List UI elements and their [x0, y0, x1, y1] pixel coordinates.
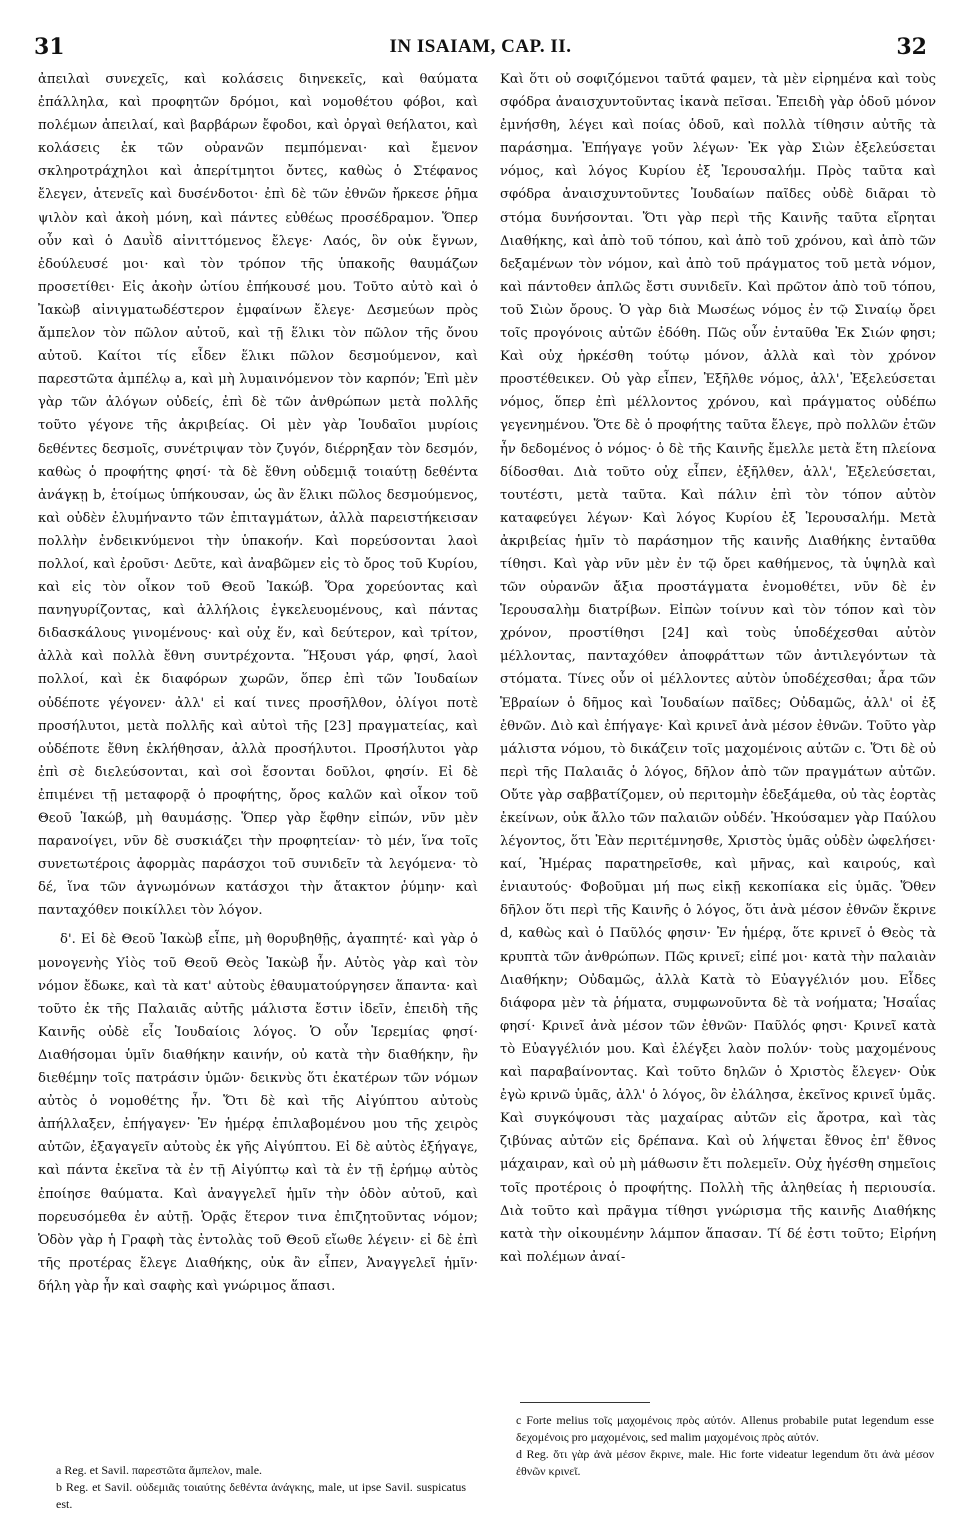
right-paragraph-1: Καὶ ὅτι οὐ σοφιζόμενοι ταῦτά φαμεν, τὰ μὲν εἰρημένα καὶ τοὺς σφόδρα ἀναισχυντοῦντας ἱκανὰ πεῖσαι. Ἐπειδὴ γὰρ ὁδοῦ μόνον ἐμνήσθη, λέγει καὶ ποίας ὁδοῦ, καὶ πολλὰ τίθησιν αὐτῆς τὰ παράσημα. Ἐπήγαγε γοῦν λέγων· Ἐκ γὰρ Σιὼν ἐξελεύσεται νόμος, καὶ λόγος Κυρίου ἐξ Ἱερουσαλήμ. Πρὸς ταῦτα καὶ σφόδρα ἀναισχυντοῦντες Ἰουδαίων παῖδες οὐδὲ διᾶραι τὸ στόμα δυνήσονται. Ὅτι γὰρ περὶ τῆς Καινῆς ταῦτα εἴρηται Διαθήκης, καὶ ἀπὸ τοῦ τόπου, καὶ ἀπὸ τοῦ χρόνου, καὶ ἀπὸ τῶν δεξαμένων τὸν νόμον, καὶ ἀπὸ τοῦ πράγματος τοῦ μετὰ νόμον, καὶ πάντοθεν ἁπλῶς ἔστι συνιδεῖν. Καὶ πρῶτον ἀπὸ τοῦ τόπου, τοῦ Σιὼν ὄρους. Ὁ γὰρ διὰ Μωσέως νόμος ἐν τῷ Σιναίῳ ὄρει τοῖς προγόνοις αὐτῶν ἐδόθη. Πῶς οὖν ἐνταῦθα Ἐκ Σιών φησι; Καὶ οὐχ ἠρκέσθη τούτῳ μόνον, ἀλλὰ καὶ τὸν χρόνον προστέθεικεν. Οὐ γὰρ εἶπεν, Ἐξῆλθε νόμος, ἀλλ', Ἐξελεύσεται νόμος, ὅπερ ἐπὶ μέλλοντος χρόνου, καὶ πράγματος οὐδέπω γεγενημένου. Ὅτε δὲ ὁ προφήτης ταῦτα ἔλεγε, πρὸ πολλῶν ἐτῶν ἦν δεδομένος ὁ νόμος· ὁ δὲ τῆς Καινῆς ἔμελλε μετὰ ἔτη πλείονα δίδοσθαι. Διὰ τοῦτο οὐχ εἶπεν, ἐξῆλθεν, ἀλλ', Ἐξελεύσεται, τουτέστι, μετὰ ταῦτα. Καὶ πάλιν ἐπὶ τὸν τόπον αὐτὸν καταφεύγει λέγων· Καὶ λόγος Κυρίου ἐξ Ἱερουσαλήμ. Μετὰ ἀκριβείας ἡμῖν τὸ παράσημον τῆς καινῆς Διαθήκης ἐνταῦθα τίθησι. Καὶ γὰρ νῦν μὲν ἐν τῷ ὄρει καθήμενος, τὰ ὑψηλὰ καὶ τῶν οὐρανῶν ἄξια προστάγματα ἐνομοθέτει, νῦν δὲ ἐν Ἱερουσαλὴμ διατρίβων. Εἰπὼν τοίνυν καὶ τὸν τόπον καὶ τὸν χρόνον, προστίθησι [24] καὶ τοὺς ὑποδέχεσθαι αὐτὸν μέλλοντας, πανταχόθεν ἀποφράττων τῶν ἀντιλεγόντων τὰ στόματα. Τίνες οὖν οἱ μέλλοντες αὐτὸν ὑποδέχεσθαι; ἆρα τῶν Ἑβραίων ὁ δῆμος καὶ Ἰουδαίων παῖδες; Οὐδαμῶς, ἀλλ' οἱ ἐξ ἐθνῶν. Διὸ καὶ ἐπήγαγε· Καὶ κρινεῖ ἀνὰ μέσον ἐθνῶν. Τοῦτο γὰρ μάλιστα νόμου, τὸ δικάζειν τοῖς μαχομένοις αὐτῶν c. Ὅτι δὲ οὐ περὶ τῆς Παλαιᾶς ὁ λόγος, δῆλον ἀπὸ τῶν πραγμάτων αὐτῶν. Οὔτε γὰρ σαββατίζομεν, οὐ περιτομὴν ἐδεξάμεθα, οὐ τὰς ἑορτὰς ἐκείνων, οὐκ ἄλλο τῶν παλαιῶν οὐδέν. Ἠκούσαμεν γὰρ Παύλου λέγοντος, ὅτι Ἐὰν περιτέμνησθε, Χριστὸς ὑμᾶς οὐδὲν ὠφελήσει· καί, Ἡμέρας παρατηρεῖσθε, καὶ μῆνας, καὶ καιρούς, καὶ ἐνιαυτούς· Φοβοῦμαι μή πως εἰκῇ κεκοπίακα εἰς ὑμᾶς. Ὅθεν δῆλον ὅτι περὶ τῆς Καινῆς ὁ λόγος, ὅτι ἀνὰ μέσον ἐθνῶν ἔκρινε d, καθὼς καὶ ὁ Παῦλός φησιν· Ἐν ἡμέρᾳ, ὅτε κρινεῖ ὁ Θεὸς τὰ κρυπτὰ τῶν ἀνθρώπων. Πῶς κρινεῖ; εἰπέ μοι· κατὰ τὴν παλαιὰν Διαθήκην; Οὐδαμῶς, ἀλλὰ Κατὰ τὸ Εὐαγγέλιόν μου. Εἶδες διάφορα μὲν τὰ ῥήματα, συμφωνοῦντα δὲ τὰ νοήματα; Ἡσαΐας φησί· Κρινεῖ ἀνὰ μέσον τῶν ἐθνῶν· Παῦλός φησι· Κρινεῖ κατὰ τὸ Εὐαγγέλιόν μου. Καὶ ἐλέγξει λαὸν πολύν· τοὺς μαχομένους καὶ παραβαίνοντας. Καὶ τοῦτο δηλῶν ὁ Χριστὸς ἔλεγεν· Οὐκ ἐγὼ κρινῶ ὑμᾶς, ἀλλ' ὁ λόγος, ὃν ἐλάλησα, ἐκεῖνος κρινεῖ ὑμᾶς. Καὶ συγκόψουσι τὰς μαχαίρας αὐτῶν εἰς ἄροτρα, καὶ τὰς ζιβύνας αὐτῶν εἰς δρέπανα. Καὶ οὐ λήψεται ἔθνος ἐπ' ἔθνος μάχαιραν, καὶ οὐ μὴ μάθωσιν ἔτι πολεμεῖν. Οὐχ ἡγέσθη σημεῖοις τοῖς προτέροις ὁ προφήτης. Πολλὴ τῆς ἀληθείας ἡ περιουσία. Διὰ τοῦτο καὶ πρᾶγμα τίθησι γνώρισμα τῆς καινῆς Διαθήκης κατὰ τὴν οἰκουμένην λάμπον ἅπασαν. Τί δέ ἐστι τοῦτο; Εἰρήνη καὶ πολέμων ἀναί- [500, 72, 936, 1265]
footnote-b: b Reg. et Savil. οὐδεμιᾶς τοιαύτης δεθέντα ἀνάγκης, male, ut ipse Savil. suspicatus est. [56, 1480, 466, 1511]
page-number-right: 32 [896, 34, 927, 60]
footnote-c: c Forte melius τοῖς μαχομένοις πρὸς αὐτόν. Allenus probabile putat legendum esse δεχομένοις pro μαχομένοις, sed malim μαχομένοις πρὸς αὐτόν. [516, 1413, 934, 1444]
right-column [500, 68, 936, 1458]
page-number-left: 31 [34, 34, 65, 60]
footnote-a: a Reg. et Savil. παρεστῶτα ἄμπελον, male. [56, 1463, 263, 1477]
running-title: IN ISAIAM, CAP. II. [389, 36, 572, 57]
footnote-divider [520, 1402, 650, 1403]
page-header [34, 34, 927, 64]
left-paragraph-2: δ'. Εἰ δὲ Θεοῦ Ἰακὼβ εἶπε, μὴ θορυβηθῇς, ἀγαπητέ· καὶ γὰρ ὁ μονογενὴς Υἱὸς τοῦ Θεοῦ Θεὸς Ἰακὼβ ἦν. Αὐτὸς γὰρ καὶ τὸν νόμον ἔδωκε, καὶ τὰ κατ' αὐτοὺς ἐθαυματούργησεν ἅπαντα· καὶ τοῦτο ἐκ τῆς Παλαιᾶς αὐτῆς μάλιστα ἔστιν ἰδεῖν, ἐπειδὴ τῆς Καινῆς οὐδὲ εἷς Ἰουδαίοις λόγος. Ὁ οὖν Ἱερεμίας φησί· Διαθήσομαι ὑμῖν διαθήκην καινήν, οὐ κατὰ τὴν διαθήκην, ἣν διεθέμην τοῖς πατράσιν ὑμῶν· δεικνὺς ὅτι ἑκατέρων τῶν νόμων αὐτὸς ὁ νομοθέτης ἦν. Ὅτι δὲ καὶ τῆς Αἰγύπτου αὐτοὺς ἀπήλλαξεν, ἐπήγαγεν· Ἐν ἡμέρᾳ ἐπιλαβομένου μου τῆς χειρὸς αὐτῶν, ἐξαγαγεῖν αὐτοὺς ἐκ γῆς Αἰγύπτου. Εἰ δὲ αὐτὸς ἐξήγαγε, καὶ πάντα ἐκεῖνα τὰ ἐν τῇ Αἰγύπτῳ καὶ τὰ ἐν τῇ ἐρήμῳ αὐτὸς ἐποίησε θαύματα. Καὶ ἀναγγελεῖ ἡμῖν τὴν ὁδὸν αὐτοῦ, καὶ πορευσόμεθα ἐν αὐτῇ. Ὁρᾷς ἕτερον τινα ἐπιζητοῦντας νόμον; Ὁδὸν γὰρ ἡ Γραφὴ τὰς ἐντολὰς τοῦ Θεοῦ εἴωθε λέγειν· εἰ δὲ ἐπὶ τῆς προτέρας ἔλεγε Διαθήκης, οὐκ ἂν εἶπεν, Ἀναγγελεῖ ἡμῖν· δήλη γὰρ ἦν καὶ σαφὴς καὶ γνώριμος ἅπασι. [38, 932, 478, 1294]
left-paragraph-1: ἀπειλαὶ συνεχεῖς, καὶ κολάσεις διηνεκεῖς, καὶ θαύματα ἐπάλληλα, καὶ προφητῶν δρόμοι, καὶ νομοθέτου φόβοι, καὶ πολέμων ἀπειλαί, καὶ βαρβάρων ἔφοδοι, καὶ ὀργαὶ θεήλατοι, καὶ κολάσεις ἐκ τῶν οὐρανῶν πεμπόμεναι· καὶ ἔμενον σκληροτράχηλοι καὶ ἀπερίτμητοι ὄντες, καθὼς ὁ Στέφανος ἔλεγεν, ἀτενεῖς καὶ δυσένδοτοι· ἐπὶ δὲ τῶν ἐθνῶν ἤρκεσε ῥῆμα ψιλὸν καὶ ἀκοὴ μόνη, καὶ πάντες εὐθέως προσέδραμον. Ὅπερ οὖν καὶ ὁ Δαυῒδ αἰνιττόμενος ἔλεγε· Λαός, ὃν οὐκ ἔγνων, ἐδούλευσέ μοι· καὶ τὸν τρόπον τῆς ὑπακοῆς θαυμάζων προσετίθει· Εἰς ἀκοὴν ὠτίου ἐπήκουσέ μου. Τοῦτο αὐτὸ καὶ ὁ Ἰακὼβ αἰνιγματωδέστερον ἐμφαίνων ἔλεγε· Δεσμεύων πρὸς ἄμπελον τὸν πῶλον αὐτοῦ, καὶ τῇ ἕλικι τὸν πῶλον τῆς ὄνου αὐτοῦ. Καίτοι τίς εἶδεν ἕλικι πῶλον δεσμούμενον, καὶ παρεστῶτα ἀμπέλῳ a, καὶ μὴ λυμαινόμενον τὸν καρπόν; Ἐπὶ μὲν γὰρ τῶν ἀλόγων οὐδείς, ἐπὶ δὲ τῶν ἀνθρώπων μετὰ πολλῆς τοῦτο γέγονε τῆς ἀκριβείας. Οἱ μὲν γὰρ Ἰουδαῖοι μυρίοις δεθέντες δεσμοῖς, συνέτριψαν τὸν ζυγόν, διέρρηξαν τὸν δεσμόν, καθὼς ὁ προφήτης φησί· τὰ δὲ ἔθνη οὐδεμιᾷ τοιαύτῃ δεθέντα ἀνάγκῃ b, ἑτοίμως ὑπήκουσαν, ὡς ἂν ἕλικι πῶλος δεσμούμενος, καὶ οὐδὲν ἐλυμήναντο τῶν ἐπιταγμάτων, ἀλλὰ παρειστήκεισαν πολλὴν ἐνδεικνύμενοι τὴν ὑπακοήν. Καὶ πορεύσονται λαοὶ πολλοί, καὶ ἐροῦσι· Δεῦτε, καὶ ἀναβῶμεν εἰς τὸ ὄρος τοῦ Κυρίου, καὶ εἰς τὸν οἶκον τοῦ Θεοῦ Ἰακώβ. Ὅρα χορεύοντας καὶ πανηγυρίζοντας, καὶ ἀλλήλοις ἐγκελευομένους, καὶ πάντας διδασκάλους γινομένους· καὶ οὐχ ἕν, καὶ δεύτερον, καὶ τρίτον, ἀλλὰ καὶ πολλὰ ἔθνη συντρέχοντα. Ἥξουσι γάρ, φησί, λαοὶ πολλοί, καὶ ἐκ διαφόρων χωρῶν, ὅπερ ἐπὶ τῶν Ἰουδαίων οὐδέποτε γέγονεν· ἀλλ' εἰ καί τινες προσῆλθον, ὀλίγοι ποτὲ προσήλυτοι, μετὰ πολλῆς καὶ αὐτοὶ τῆς [23] πραγματείας, καὶ οὐδέποτε ἔθνη ἐκλήθησαν, ἀλλὰ προσήλυτοι. Προσήλυτοι γὰρ ἐπὶ σὲ διελεύσονται, καὶ σοὶ ἔσονται δοῦλοι, φησίν. Εἰ δὲ ἐπιμένει τῇ μεταφορᾷ ὁ προφήτης, ὄρος καλῶν καὶ οἶκον τοῦ Θεοῦ Ἰακώβ, μὴ θαυμάσῃς. Ὅπερ γὰρ ἔφθην εἰπών, νῦν μὲν παρανοίγει, νῦν δὲ συσκιάζει τὴν προφητείαν· τὸ μέν, ἵνα τοῖς συνετωτέροις ἀφορμὰς παράσχοι τοῦ συνιδεῖν τὰ λεγόμενα· τὸ δέ, ἵνα τῶν ἀγνωμόνων κατάσχοι τὴν ἄτακτον ῥύμην· καὶ πανταχόθεν ποικίλλει τὸν λόγον. [38, 72, 478, 919]
footnotes-right [516, 1412, 934, 1480]
left-column [38, 68, 478, 1458]
footnote-d: d Reg. ὅτι γὰρ ἀνὰ μέσον ἔκρινε, male. Hic forte videatur legendum ὅτι ἀνὰ μέσον ἐθνῶν κρινεῖ. [516, 1447, 934, 1478]
footnotes-left [56, 1462, 466, 1513]
